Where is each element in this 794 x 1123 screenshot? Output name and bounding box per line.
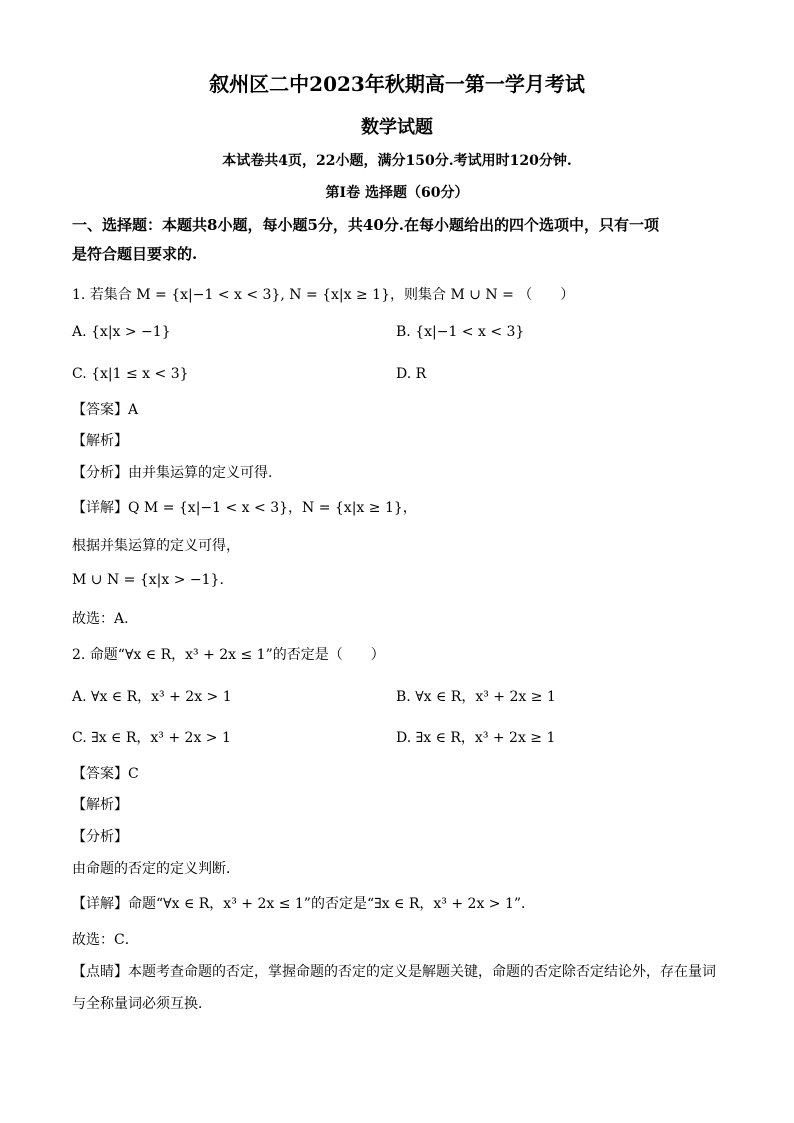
q2-option-a: A. ∀x ∈ R，x³ + 2x > 1 [72, 689, 232, 705]
section-intro-line1: 一、选择题：本题共8小题，每小题5分，共40分.在每小题给出的四个选项中，只有一项 [72, 216, 659, 234]
section-intro-line2: 是符合题目要求的. [72, 245, 198, 263]
q2-fenxi-text: 由命题的否定的定义判断． [72, 861, 240, 877]
q1-answer: 【答案】A [72, 402, 139, 418]
q1-stem: 1. 若集合 M = {x|−1 < x < 3}, N = {x|x ≥ 1}，则集合 M ∪ N = （ ） [72, 287, 575, 303]
q2-dianjing-1: 【点睛】本题考查命题的否定，掌握命题的否定的定义是解题关键，命题的否定除否定结论外，存在量词 [72, 964, 716, 980]
q2-dianjing-2: 与全称量词必须互换． [72, 996, 212, 1012]
q1-option-a: A. {x|x > −1} [72, 324, 171, 340]
q1-option-d: D. R [396, 366, 427, 382]
q2-option-b: B. ∀x ∈ R，x³ + 2x ≥ 1 [396, 689, 556, 705]
exam-title: 叙州区二中2023年秋期高一第一学月考试 [209, 72, 585, 96]
q2-answer: 【答案】C [72, 766, 139, 782]
q1-choose: 故选：A. [72, 611, 129, 627]
q2-option-c: C. ∃x ∈ R，x³ + 2x > 1 [72, 730, 231, 746]
q2-choose: 故选：C． [72, 932, 139, 948]
volume-title: 第I卷 选择题（60分） [325, 185, 469, 201]
q1-detail-2: 根据并集运算的定义可得， [72, 538, 240, 554]
q2-detail: 【详解】命题“∀x ∈ R，x³ + 2x ≤ 1”的否定是“∃x ∈ R，x³ + 2x > 1”． [72, 896, 536, 912]
q1-option-c: C. {x|1 ≤ x < 3} [72, 366, 189, 382]
exam-info: 本试卷共4页，22小题，满分150分.考试用时120分钟. [222, 153, 572, 169]
q1-analysis-label: 【解析】 [72, 433, 128, 449]
q1-option-b: B. {x|−1 < x < 3} [396, 324, 525, 340]
subject-title: 数学试题 [361, 117, 433, 138]
q1-fenxi: 【分析】由并集运算的定义可得. [72, 465, 273, 481]
q1-detail: 【详解】Q M = {x|−1 < x < 3}，N = {x|x ≥ 1}， [72, 500, 417, 516]
q2-stem: 2. 命题“∀x ∈ R，x³ + 2x ≤ 1”的否定是（ ） [72, 647, 385, 663]
q2-option-d: D. ∃x ∈ R，x³ + 2x ≥ 1 [396, 730, 556, 746]
q2-analysis-label: 【解析】 [72, 797, 128, 813]
q2-fenxi-label: 【分析】 [72, 829, 128, 845]
q1-detail-3: M ∪ N = {x|x > −1}. [72, 572, 224, 588]
